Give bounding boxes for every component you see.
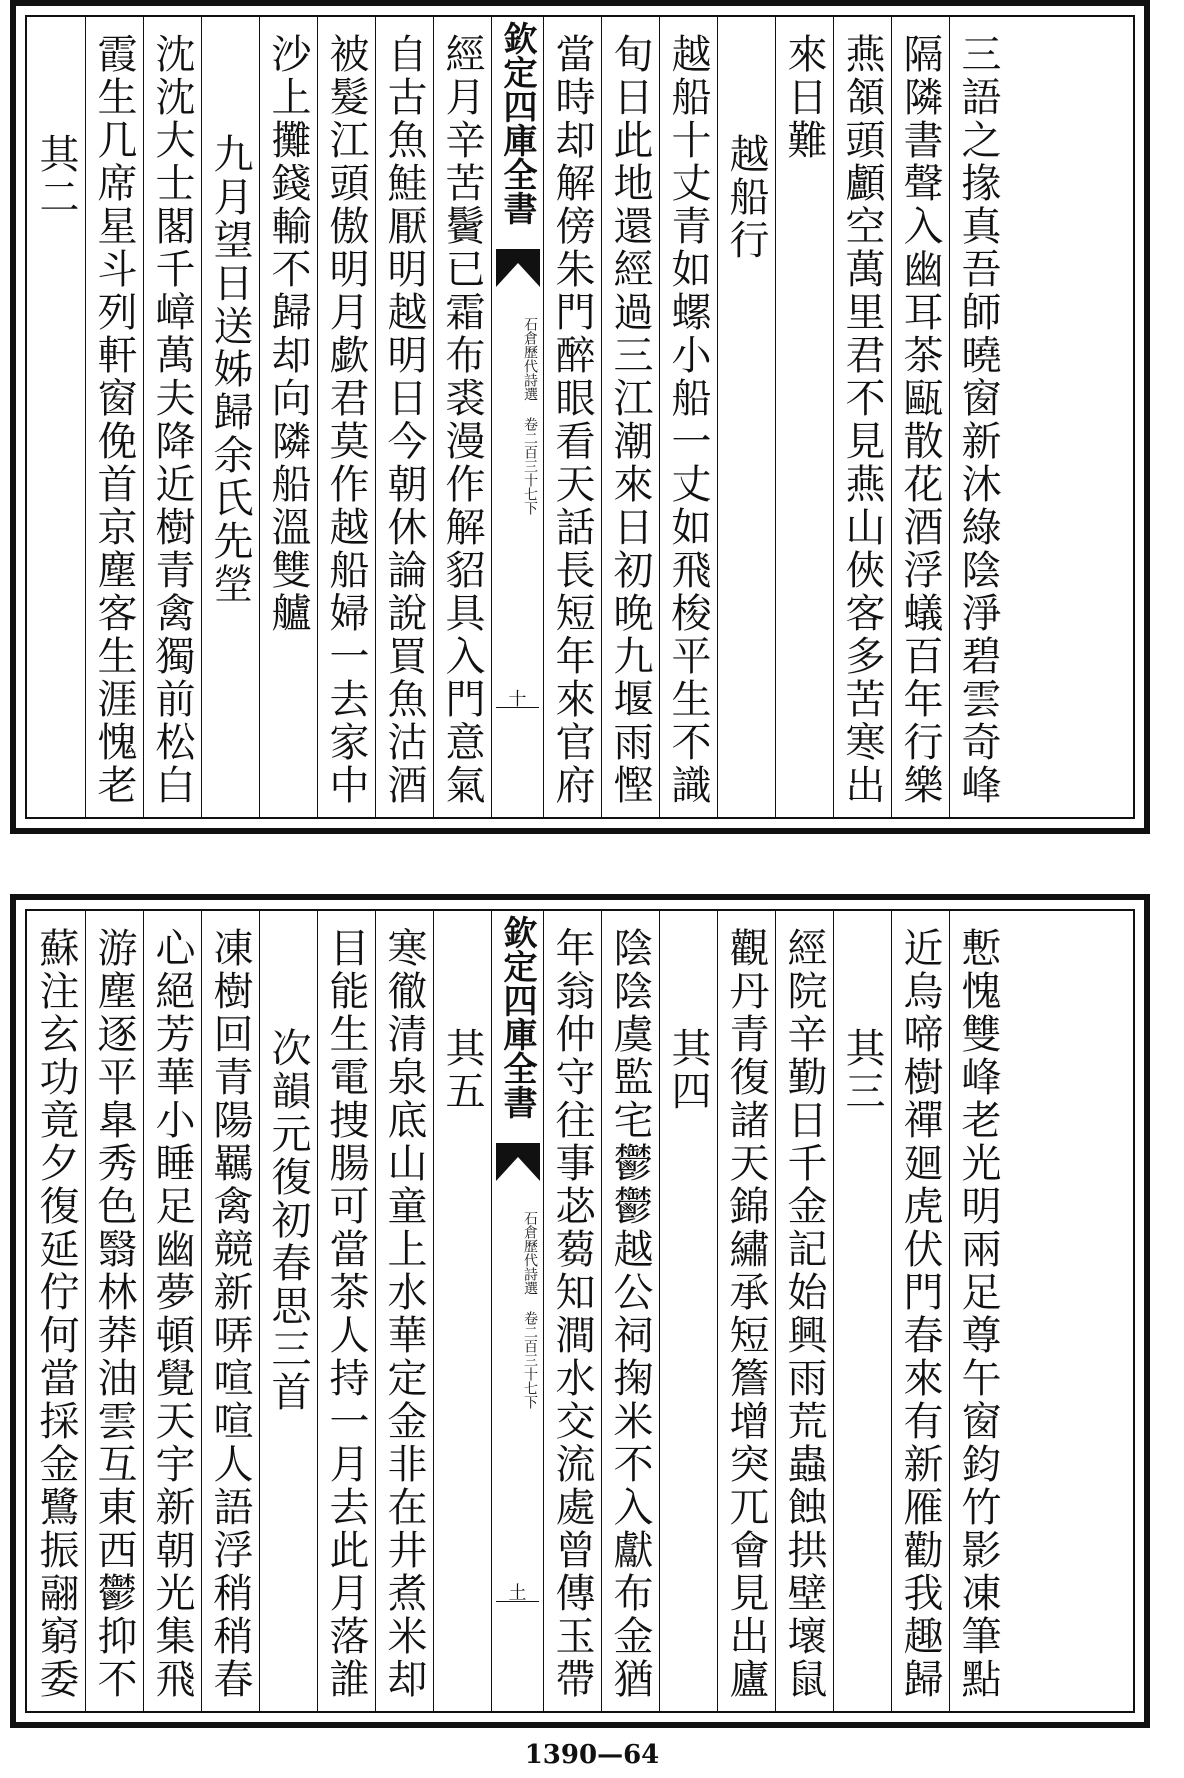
text-column — [85, 17, 143, 817]
page-number: 1390—64 — [524, 1740, 660, 1770]
volume-info: 石倉歷代詩選 卷二百三十七下 — [522, 1211, 538, 1409]
text-column — [375, 17, 433, 817]
column-text: 被髮江頭傲明月歔君莫作越船婦一去家中 — [323, 33, 369, 807]
text-column — [85, 911, 143, 1711]
column-text: 隔隣書聲入幽耳茶甌散花酒浮蟻百年行樂 — [897, 33, 943, 807]
text-column — [659, 911, 717, 1711]
column-text: 沈沈大士閣千嶂萬夫降近樹青禽獨前松白 — [149, 33, 195, 807]
column-text: 近烏啼樹禪廻虎伏門春來有新雁勸我趣歸 — [897, 927, 943, 1701]
column-text: 其三 — [839, 1027, 885, 1113]
column-text: 慙愧雙峰老光明兩足尊午窗鈞竹影凍筆點 — [955, 927, 1001, 1701]
volume-info: 石倉歷代詩選 卷二百三十七下 — [522, 317, 538, 515]
column-text: 凍樹回青陽羈禽競新哢喧喧人語浮稍稍春 — [207, 927, 253, 1701]
leaf-number: 土 — [508, 1583, 527, 1604]
text-column — [891, 17, 949, 817]
center-fold — [491, 911, 543, 1711]
column-text: 越船十丈青如螺小船一丈如飛梭平生不識 — [665, 33, 711, 807]
column-text: 當時却解傍朱門醉眼看天話長短年來官府 — [549, 33, 595, 807]
divider — [496, 707, 539, 708]
leaf-number: 十 — [508, 689, 527, 710]
column-text: 經月辛苦鬢已霜布裘漫作解貂具入門意氣 — [439, 33, 485, 807]
text-column — [543, 17, 601, 817]
text-column — [27, 911, 85, 1711]
text-column — [891, 911, 949, 1711]
column-text: 霞生几席星斗列軒窗俛首京塵客生涯愧老 — [91, 33, 137, 807]
text-column — [833, 911, 891, 1711]
column-text: 游塵逐平臯秀色翳林莽油雲互東西鬱抑不 — [91, 927, 137, 1701]
book-title: 欽定四庫全書 — [497, 915, 537, 1119]
text-column — [433, 911, 491, 1711]
column-text: 次韻元復初春思三首 — [265, 1027, 311, 1414]
text-column — [775, 17, 833, 817]
column-text: 年翁仲守往事苾蒭知澗水交流處曾傳玉帶 — [549, 927, 595, 1701]
column-text: 其五 — [439, 1027, 485, 1113]
text-column — [717, 911, 775, 1711]
text-column — [833, 17, 891, 817]
column-text: 陰陰虞監宅鬱鬱越公祠掬米不入獻布金猶 — [607, 927, 653, 1701]
text-column — [317, 17, 375, 817]
column-text: 燕頷頭顱空萬里君不見燕山俠客多苦寒出 — [839, 33, 885, 807]
column-text: 自古魚鮭厭明越明日今朝休論說買魚沽酒 — [381, 33, 427, 807]
text-column — [601, 17, 659, 817]
bottom-leaf-frame — [25, 909, 1135, 1713]
bottom-leaf — [10, 894, 1150, 1728]
text-column — [143, 17, 201, 817]
text-column — [659, 17, 717, 817]
column-text: 旬日此地還經過三江潮來日初晚九堰雨慳 — [607, 33, 653, 807]
column-text: 越船行 — [723, 133, 769, 262]
column-text: 寒徹清泉底山童上水華定金非在井煮米却 — [381, 927, 427, 1701]
book-title: 欽定四庫全書 — [497, 21, 537, 225]
column-text: 蘇注玄功竟夕復延佇何當採金鷺振翮窮委 — [33, 927, 79, 1701]
divider — [496, 1601, 539, 1602]
column-text: 其二 — [33, 133, 79, 219]
fish-tail-mark-icon — [496, 1143, 540, 1181]
text-column — [259, 911, 317, 1711]
text-column — [717, 17, 775, 817]
text-column — [27, 17, 85, 817]
text-column — [259, 17, 317, 817]
text-column — [775, 911, 833, 1711]
text-column — [601, 911, 659, 1711]
column-text: 九月望日送姊歸余氏先塋 — [207, 133, 253, 606]
column-text: 經院辛勤日千金記始興雨荒蟲蝕拱壁壞鼠 — [781, 927, 827, 1701]
column-text: 心絕芳華小睡足幽夢頓覺天宇新朝光集飛 — [149, 927, 195, 1701]
column-text: 三語之掾真吾師曉窗新沐綠陰淨碧雲奇峰 — [955, 33, 1001, 807]
text-column — [949, 17, 1007, 817]
text-column — [143, 911, 201, 1711]
column-text: 觀丹青復諸天錦繡承短簷增突兀會見出廬 — [723, 927, 769, 1701]
column-text: 其四 — [665, 1027, 711, 1113]
text-column — [317, 911, 375, 1711]
text-column — [201, 17, 259, 817]
text-column — [375, 911, 433, 1711]
text-column — [201, 911, 259, 1711]
center-fold — [491, 17, 543, 817]
text-column — [433, 17, 491, 817]
fish-tail-mark-icon — [496, 249, 540, 287]
column-text: 來日難 — [781, 33, 827, 162]
text-column — [543, 911, 601, 1711]
top-leaf-frame — [25, 15, 1135, 819]
column-text: 目能生電捜腸可當茶人持一月去此月落誰 — [323, 927, 369, 1701]
text-column — [949, 911, 1007, 1711]
column-text: 沙上攤錢輸不歸却向隣船溫雙艫 — [265, 33, 311, 635]
top-leaf — [10, 0, 1150, 834]
